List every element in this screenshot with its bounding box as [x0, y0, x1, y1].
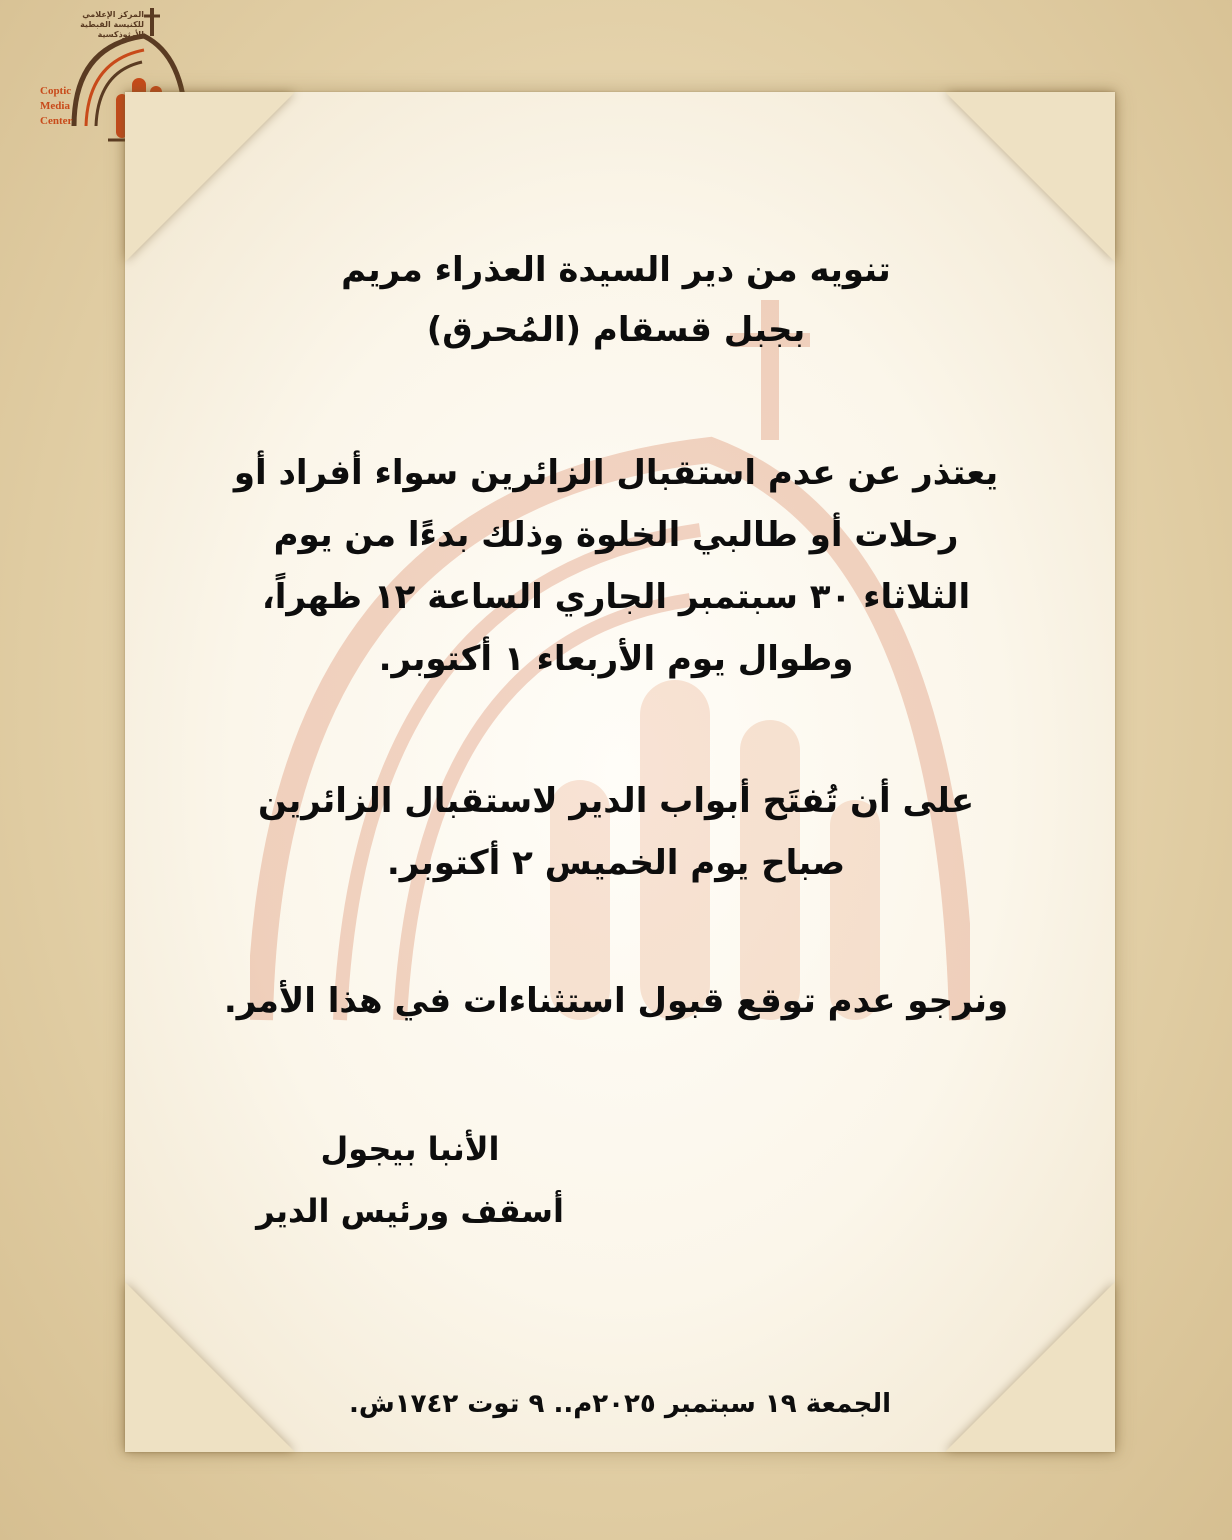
paragraph-line: صباح يوم الخميس ٢ أكتوبر. — [386, 843, 846, 883]
logo-arabic-line: للكنيسة القبطية الأرثوذكسية — [80, 20, 144, 39]
logo-arabic-text — [62, 10, 144, 40]
paragraph-line: على أن تُفتَح أبواب الدير لاستقبال الزائرين — [257, 781, 975, 821]
logo-arabic-line: المركز الإعلامي — [82, 10, 144, 19]
paragraph-line: الثلاثاء ٣٠ سبتمبر الجاري الساعة ١٢ ظهراً، — [261, 577, 971, 617]
notice-paragraph-3 — [220, 970, 1012, 1032]
title-line: بجبل قسقام (المُحرق) — [426, 310, 806, 350]
photo-corner-top-left — [125, 92, 295, 262]
logo-name — [40, 84, 72, 129]
notice-title — [260, 240, 972, 360]
notice-paragraph-1 — [220, 442, 1012, 690]
title-line: تنويه من دير السيدة العذراء مريم — [341, 250, 891, 290]
photo-corner-bottom-right — [945, 1282, 1115, 1452]
photo-corner-bottom-left — [125, 1282, 295, 1452]
notice-paragraph-2 — [220, 770, 1012, 894]
paragraph-line: يعتذر عن عدم استقبال الزائرين سواء أفراد أو — [233, 453, 999, 493]
paragraph-line: رحلات أو طالبي الخلوة وذلك بدءًا من يوم — [273, 515, 959, 555]
notice-date: الجمعة ١٩ سبتمبر ٢٠٢٥م.. ٩ توت ١٧٤٢ش. — [349, 1389, 891, 1419]
signature-name: الأنبا بيجول — [320, 1130, 500, 1168]
signature-role: أسقف ورئيس الدير — [256, 1192, 564, 1230]
signature-block — [230, 1118, 590, 1242]
logo-name-line: Coptic — [40, 85, 72, 97]
logo-name-line: Media — [40, 100, 70, 112]
paragraph-line: وطوال يوم الأربعاء ١ أكتوبر. — [378, 639, 854, 679]
photo-corner-top-right — [945, 92, 1115, 262]
paragraph-line: ونرجو عدم توقع قبول استثناءات في هذا الأمر. — [223, 981, 1009, 1021]
logo-name-line: Center — [40, 115, 73, 127]
